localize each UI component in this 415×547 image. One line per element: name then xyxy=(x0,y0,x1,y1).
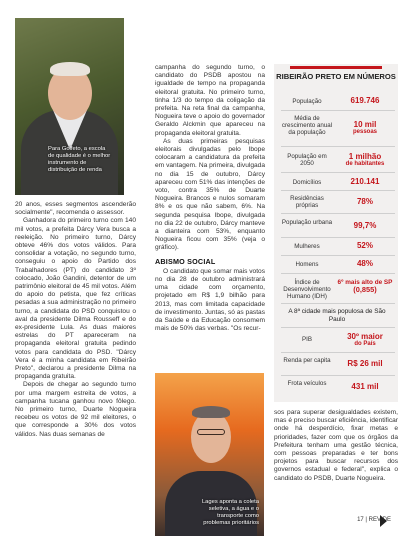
stat-value xyxy=(335,260,395,268)
stat-value xyxy=(335,360,395,368)
stat-value xyxy=(335,97,395,105)
column-2 xyxy=(155,64,265,334)
paragraph: sos para superar desigualdades existem, mas é preciso buscar eficiência, identificar onde há desperdício, fixar metas e prioridades, fazer com que os órgãos da Prefeitura tenham uma gestão técnica, com pessoas preparadas e ter bons projetos para buscar recursos dos governos estadual e federal", explica o candidato do PSDB, Duarte Nogueira. xyxy=(274,409,398,482)
stat-label: Índice de Desenvolvimento Humano (IDH) xyxy=(283,279,331,300)
stat-label: Média de crescimento anual da população xyxy=(281,115,333,136)
divider xyxy=(281,213,395,214)
stat-value-main: 48% xyxy=(356,259,373,268)
stat-value-sub: (0,855) xyxy=(353,285,377,294)
paragraph: campanha do segundo turno, o candidato do PSDB apostou na igualdade de tempo na propaganda eleitoral gratuita. No primeiro turno, tinha 1/3 do tempo da coligação da prefeita. Na reta final da campanha, Nogueira teve o apoio do governador Geraldo Alckmin que apareceu na propaganda eleitoral gratuita. xyxy=(155,64,265,137)
stat-label: População em 2050 xyxy=(287,153,327,167)
stat-value xyxy=(335,383,395,391)
column-1 xyxy=(15,201,136,439)
divider xyxy=(281,327,395,328)
ranking-note: A 8ª cidade mais populosa de São Paulo xyxy=(288,308,386,323)
glasses-shape xyxy=(197,429,225,435)
stat-label: Renda per capita xyxy=(283,357,331,364)
stat-value-main: 52% xyxy=(356,241,373,250)
stat-value-main: 30º maior xyxy=(347,332,383,341)
goldfeto-caption: Para Golfeto, a escola de qualidade é o melhor instrumento de distribuição de renda xyxy=(48,146,111,173)
divider xyxy=(281,273,395,274)
page-footer: 17 | REVIDE xyxy=(357,517,391,523)
divider xyxy=(281,172,395,173)
stat-label: Mulheres xyxy=(294,243,320,250)
section-heading: ABISMO SOCIAL xyxy=(155,256,216,266)
sidebar-title: RIBEIRÃO PRETO EM NÚMEROS xyxy=(276,72,396,81)
stat-value-main: 1 milhão xyxy=(348,152,382,161)
stat-value-main: 619.746 xyxy=(350,96,380,105)
stat-value xyxy=(335,121,395,136)
stat-value-main: 431 mil xyxy=(351,382,379,391)
stat-label: Residências próprias xyxy=(290,195,324,209)
paragraph: 20 anos, esses segmentos ascenderão socialmente", recomenda o assessor. xyxy=(15,201,136,217)
hair-shape xyxy=(50,62,90,76)
stat-label: Domicílios xyxy=(292,179,322,186)
next-page-arrow-icon xyxy=(380,515,387,527)
stat-label: Homens xyxy=(295,261,319,268)
divider xyxy=(281,110,395,111)
stat-value-sub: do País xyxy=(354,341,376,347)
stat-value xyxy=(335,178,395,186)
stat-value-main: 6º mais alto de SP xyxy=(337,279,393,286)
divider xyxy=(281,303,395,304)
sidebar-top-rule xyxy=(290,66,382,69)
column-3 xyxy=(274,409,398,483)
stat-value-sub: de habitantes xyxy=(345,161,385,167)
stat-value-main: 99,7% xyxy=(353,221,377,230)
goldfeto-photo xyxy=(15,18,124,195)
divider xyxy=(281,352,395,353)
stat-value-main: 10 mil xyxy=(353,120,377,129)
stat-value-main: R$ 26 mil xyxy=(347,359,383,368)
stat-label: População urbana xyxy=(281,219,333,226)
paragraph: O candidato que somar mais votos no dia 28 de outubro administrará uma cidade com orçamento, projetado em R$ 1,9 bilhão para 2013, mas com limitada capacidade de investimento. Juntas, só as pastas da Saúde e da Educação consomem mais de 50% das verbas. "Os recur- xyxy=(155,267,265,333)
stat-value xyxy=(335,198,395,206)
paragraph: Depois de chegar ao segundo turno por uma margem estreita de votos, a campanha tucana ganhou novo fôlego. No primeiro turno, Duarte Nogueira recebeu os votos de 92 mil eleitores, o que corresponde a 30% dos votos válidos. Nas duas semanas de xyxy=(15,381,136,438)
face-shape xyxy=(191,411,231,463)
stat-value xyxy=(335,333,395,348)
lages-photo xyxy=(155,373,264,536)
stat-label: Frota veículos xyxy=(287,380,327,387)
paragraph: Ganhadora do primeiro turno com 140 mil votos, a prefeita Dárcy Vera busca a reeleição. No primeiro turno, Dárcy obteve 46% dos votos válidos. Para consolidar a votação, no segundo turno, conseguiu o apoio do Partido dos Trabalhadores (PT) do candidato 3º colocado, João Gandini, detentor de um patrimônio eleitoral de 45 mil votos. Além do apoio do petista, que fez críticas pesadas a sua administração no primeiro turno, a candidata do PSD conquistou o aval da presidente Dilma Rousseff e do ex-presidente Lula. As duas maiores estrelas do PT apareceram na propaganda eleitoral gratuita pedindo votos para candidata do PSD. "Dárcy Vera é a minha candidata em Ribeirão Preto", declarou a presidente Dilma na propaganda gratuita. xyxy=(15,217,136,381)
stat-value-sub: pessoas xyxy=(352,129,377,135)
divider xyxy=(281,146,395,147)
divider xyxy=(281,255,395,256)
hair-shape xyxy=(192,406,230,418)
stat-value xyxy=(335,242,395,250)
lages-caption: Lages aponta a coleta seletiva, a água e o transporte como problemas prioritários xyxy=(201,499,259,526)
paragraph: As duas primeiras pesquisas eleitorais divulgadas pelo Ibope colocaram a candidatura da prefeita em vantagem. Na primeira, divulgada no dia 15 de outubro, Dárcy apareceu com 51% das intenções de voto, contra 35% de Duarte Nogueira. Brancos e nulos somaram 8% e os que não sabem, 6%. Na segunda pesquisa Ibope, divulgada no dia 22 de outubro, Dárcy manteve a dianteira com 53%, enquanto Nogueira ficou com 35% (veja o gráfico). xyxy=(155,137,265,252)
stat-label: PIB xyxy=(302,336,312,343)
stat-value-main: 78% xyxy=(356,197,373,206)
stat-value-main: 210.141 xyxy=(350,177,380,186)
divider xyxy=(281,375,395,376)
stat-value xyxy=(335,279,395,294)
stat-value xyxy=(335,222,395,230)
stat-label: População xyxy=(292,98,322,105)
divider xyxy=(281,237,395,238)
stat-value xyxy=(335,153,395,168)
divider xyxy=(281,190,395,191)
